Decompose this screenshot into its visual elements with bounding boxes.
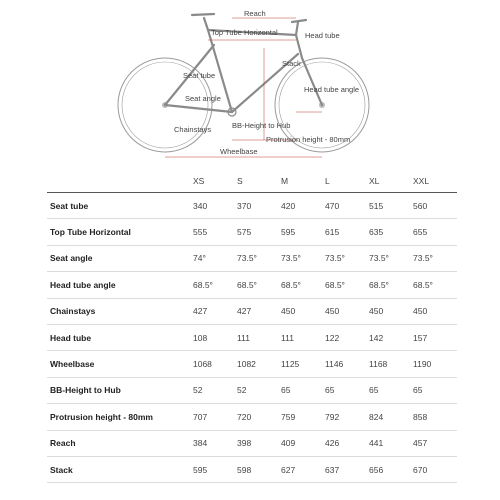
header-size: L [325, 170, 369, 193]
table-cell: 142 [369, 324, 413, 350]
table-cell: 52 [237, 377, 281, 403]
table-cell: 670 [413, 456, 457, 482]
table-row [47, 298, 457, 324]
table-cell: 470 [325, 193, 369, 219]
row-label: Seat angle [47, 245, 193, 271]
table-cell: 52 [193, 377, 237, 403]
table-cell: 457 [413, 430, 457, 456]
table-row [47, 456, 457, 482]
table-cell: 1168 [369, 351, 413, 377]
label-chainstays: Chainstays [174, 125, 212, 134]
table-cell: 450 [281, 298, 325, 324]
table-cell: 73.5° [281, 245, 325, 271]
table-cell: 420 [281, 193, 325, 219]
table-row [47, 430, 457, 456]
table-row [47, 219, 457, 245]
table-cell: 384 [193, 430, 237, 456]
table-cell: 598 [237, 456, 281, 482]
table-row [47, 245, 457, 271]
table-cell: 627 [281, 456, 325, 482]
header-size: XXL [413, 170, 457, 193]
table-cell: 575 [237, 219, 281, 245]
label-seat-tube: Seat tube [183, 71, 216, 80]
table-cell: 427 [237, 298, 281, 324]
row-label: Head tube angle [47, 272, 193, 298]
table-row [47, 193, 457, 219]
table-cell: 370 [237, 193, 281, 219]
table-row [47, 377, 457, 403]
row-label: Seat tube [47, 193, 193, 219]
table-row [47, 324, 457, 350]
table-cell: 450 [369, 298, 413, 324]
table-cell: 108 [193, 324, 237, 350]
header-size: S [237, 170, 281, 193]
table-cell: 65 [369, 377, 413, 403]
header-blank [47, 170, 193, 193]
table-cell: 340 [193, 193, 237, 219]
table-cell: 68.5° [325, 272, 369, 298]
table-cell: 759 [281, 404, 325, 430]
label-bb-height: BB-Height to Hub [232, 121, 291, 130]
table-cell: 73.5° [413, 245, 457, 271]
table-cell: 111 [281, 324, 325, 350]
table-cell: 655 [413, 219, 457, 245]
table-cell: 720 [237, 404, 281, 430]
label-protrusion: Protrusion height - 80mm [266, 135, 351, 144]
table-cell: 65 [281, 377, 325, 403]
table-cell: 68.5° [413, 272, 457, 298]
table-cell: 450 [325, 298, 369, 324]
table-cell: 707 [193, 404, 237, 430]
table-cell: 1068 [193, 351, 237, 377]
table-cell: 68.5° [193, 272, 237, 298]
table-cell: 450 [413, 298, 457, 324]
table-cell: 515 [369, 193, 413, 219]
table-cell: 1125 [281, 351, 325, 377]
table-cell: 1082 [237, 351, 281, 377]
header-size: XS [193, 170, 237, 193]
table-cell: 595 [193, 456, 237, 482]
table-header-row [47, 170, 457, 193]
table-cell: 73.5° [325, 245, 369, 271]
bike-geometry-diagram [0, 0, 500, 165]
table-cell: 615 [325, 219, 369, 245]
table-cell: 426 [325, 430, 369, 456]
table-cell: 122 [325, 324, 369, 350]
table-cell: 858 [413, 404, 457, 430]
geometry-table [47, 170, 457, 483]
row-label: Stack [47, 456, 193, 482]
header-size: XL [369, 170, 413, 193]
table-cell: 427 [193, 298, 237, 324]
label-seat-angle: Seat angle [185, 94, 221, 103]
header-size: M [281, 170, 325, 193]
table-cell: 68.5° [237, 272, 281, 298]
row-label: BB-Height to Hub [47, 377, 193, 403]
table-cell: 157 [413, 324, 457, 350]
label-reach: Reach [244, 9, 266, 18]
table-cell: 1146 [325, 351, 369, 377]
table-cell: 73.5° [369, 245, 413, 271]
table-row [47, 351, 457, 377]
table-cell: 824 [369, 404, 413, 430]
row-label: Protrusion height - 80mm [47, 404, 193, 430]
bike-frame-drawing [0, 0, 500, 165]
table-cell: 595 [281, 219, 325, 245]
table-cell: 398 [237, 430, 281, 456]
label-head-tube: Head tube [305, 31, 340, 40]
table-cell: 555 [193, 219, 237, 245]
table-cell: 560 [413, 193, 457, 219]
table-cell: 65 [325, 377, 369, 403]
table-cell: 74° [193, 245, 237, 271]
table-row [47, 272, 457, 298]
table-cell: 68.5° [369, 272, 413, 298]
table-cell: 656 [369, 456, 413, 482]
row-label: Wheelbase [47, 351, 193, 377]
row-label: Chainstays [47, 298, 193, 324]
row-label: Head tube [47, 324, 193, 350]
label-wheelbase: Wheelbase [220, 147, 258, 156]
table-row [47, 404, 457, 430]
label-top-tube: Top Tube Horizontal [211, 28, 278, 37]
table-cell: 792 [325, 404, 369, 430]
table-cell: 409 [281, 430, 325, 456]
table-cell: 441 [369, 430, 413, 456]
table-cell: 637 [325, 456, 369, 482]
row-label: Top Tube Horizontal [47, 219, 193, 245]
label-stack: Stack [282, 59, 301, 68]
table-cell: 111 [237, 324, 281, 350]
table-cell: 635 [369, 219, 413, 245]
table-cell: 1190 [413, 351, 457, 377]
table-cell: 73.5° [237, 245, 281, 271]
table-cell: 65 [413, 377, 457, 403]
table-cell: 68.5° [281, 272, 325, 298]
row-label: Reach [47, 430, 193, 456]
label-head-tube-angle: Head tube angle [304, 85, 360, 94]
